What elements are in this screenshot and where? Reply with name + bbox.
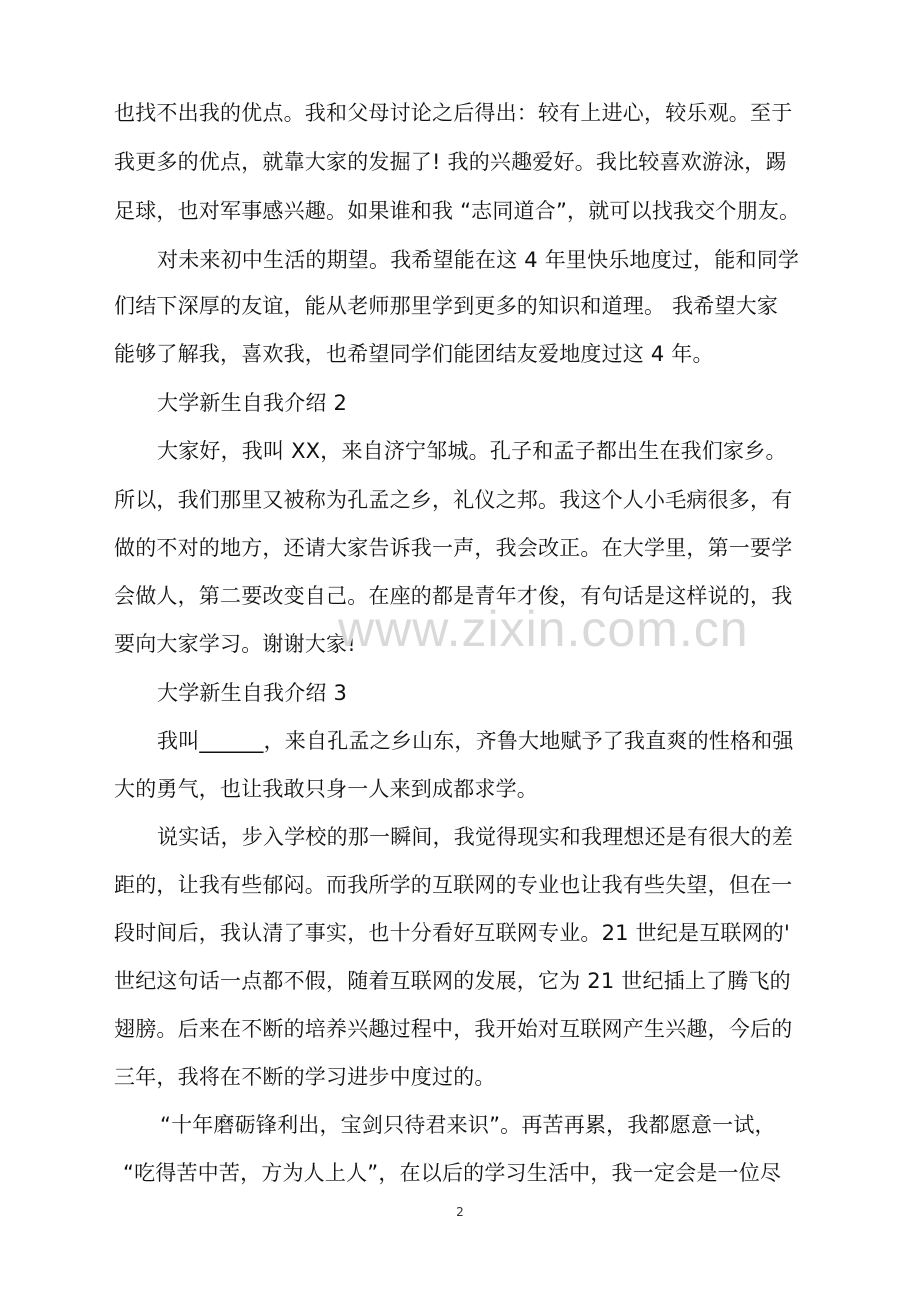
watermark: www.zixin.com.cn	[338, 601, 749, 657]
text-line: 说实话，步入学校的那一瞬间，我觉得现实和我理想还是有很大的差	[157, 825, 793, 849]
text-line: “十年磨砺锋利出，宝剑只待君来识”。再苦再累，我都愿意一试，	[160, 1113, 776, 1137]
text-line: 三年，我将在不断的学习进步中度过的。	[114, 1065, 496, 1089]
section-heading: 大学新生自我介绍 2	[157, 391, 348, 415]
page-number: 2	[456, 1205, 464, 1219]
text-line: 也找不出我的优点。我和父母讨论之后得出：较有上进心，较乐观。至于	[114, 101, 793, 125]
text-line: 做的不对的地方，还请大家告诉我一声，我会改正。在大学里，第一要学	[114, 536, 793, 560]
text-line: 我更多的优点，就靠大家的发掘了! 我的兴趣爱好。我比较喜欢游泳，踢	[114, 150, 787, 174]
text-line: 会做人，第二要改变自己。在座的都是青年才俊，有句话是这样说的，我	[114, 584, 793, 608]
text-line: “吃得苦中苦，方为人上人”，在以后的学习生活中，我一定会是一位尽	[123, 1161, 782, 1185]
text-line: 大的勇气，也让我敢只身一人来到成都求学。	[114, 777, 538, 801]
text-line: 翅膀。后来在不断的培养兴趣过程中，我开始对互联网产生兴趣，今后的	[114, 1017, 793, 1041]
text-line: 足球，也对军事感兴趣。如果谁和我 “志同道合”，就可以找我交个朋友。	[114, 199, 801, 223]
text-line: 所以，我们那里又被称为孔孟之乡，礼仪之邦。我这个人小毛病很多，有	[114, 488, 793, 512]
text-line: 段时间后，我认清了事实，也十分看好互联网专业。21 世纪是互联网的'	[114, 921, 790, 945]
text-line: 们结下深厚的友谊，能从老师那里学到更多的知识和道理。 我希望大家	[114, 294, 779, 318]
text-line: 大家好，我叫 XX，来自济宁邹城。孔子和孟子都出生在我们家乡。	[157, 439, 787, 463]
text-line: 对未来初中生活的期望。我希望能在这 4 年里快乐地度过，能和同学	[157, 248, 800, 272]
text-line: 世纪这句话一点都不假，随着互联网的发展，它为 21 世纪插上了腾飞的	[114, 969, 791, 993]
text-line: 能够了解我，喜欢我，也希望同学们能团结友爱地度过这 4 年。	[114, 342, 714, 366]
text-line: 距的，让我有些郁闷。而我所学的互联网的专业也让我有些失望，但在一	[114, 873, 793, 897]
text-line: 我叫______，来自孔孟之乡山东，齐鲁大地赋予了我直爽的性格和强	[157, 729, 794, 753]
section-heading: 大学新生自我介绍 3	[157, 681, 348, 705]
text-line: 要向大家学习。谢谢大家!	[114, 632, 356, 656]
